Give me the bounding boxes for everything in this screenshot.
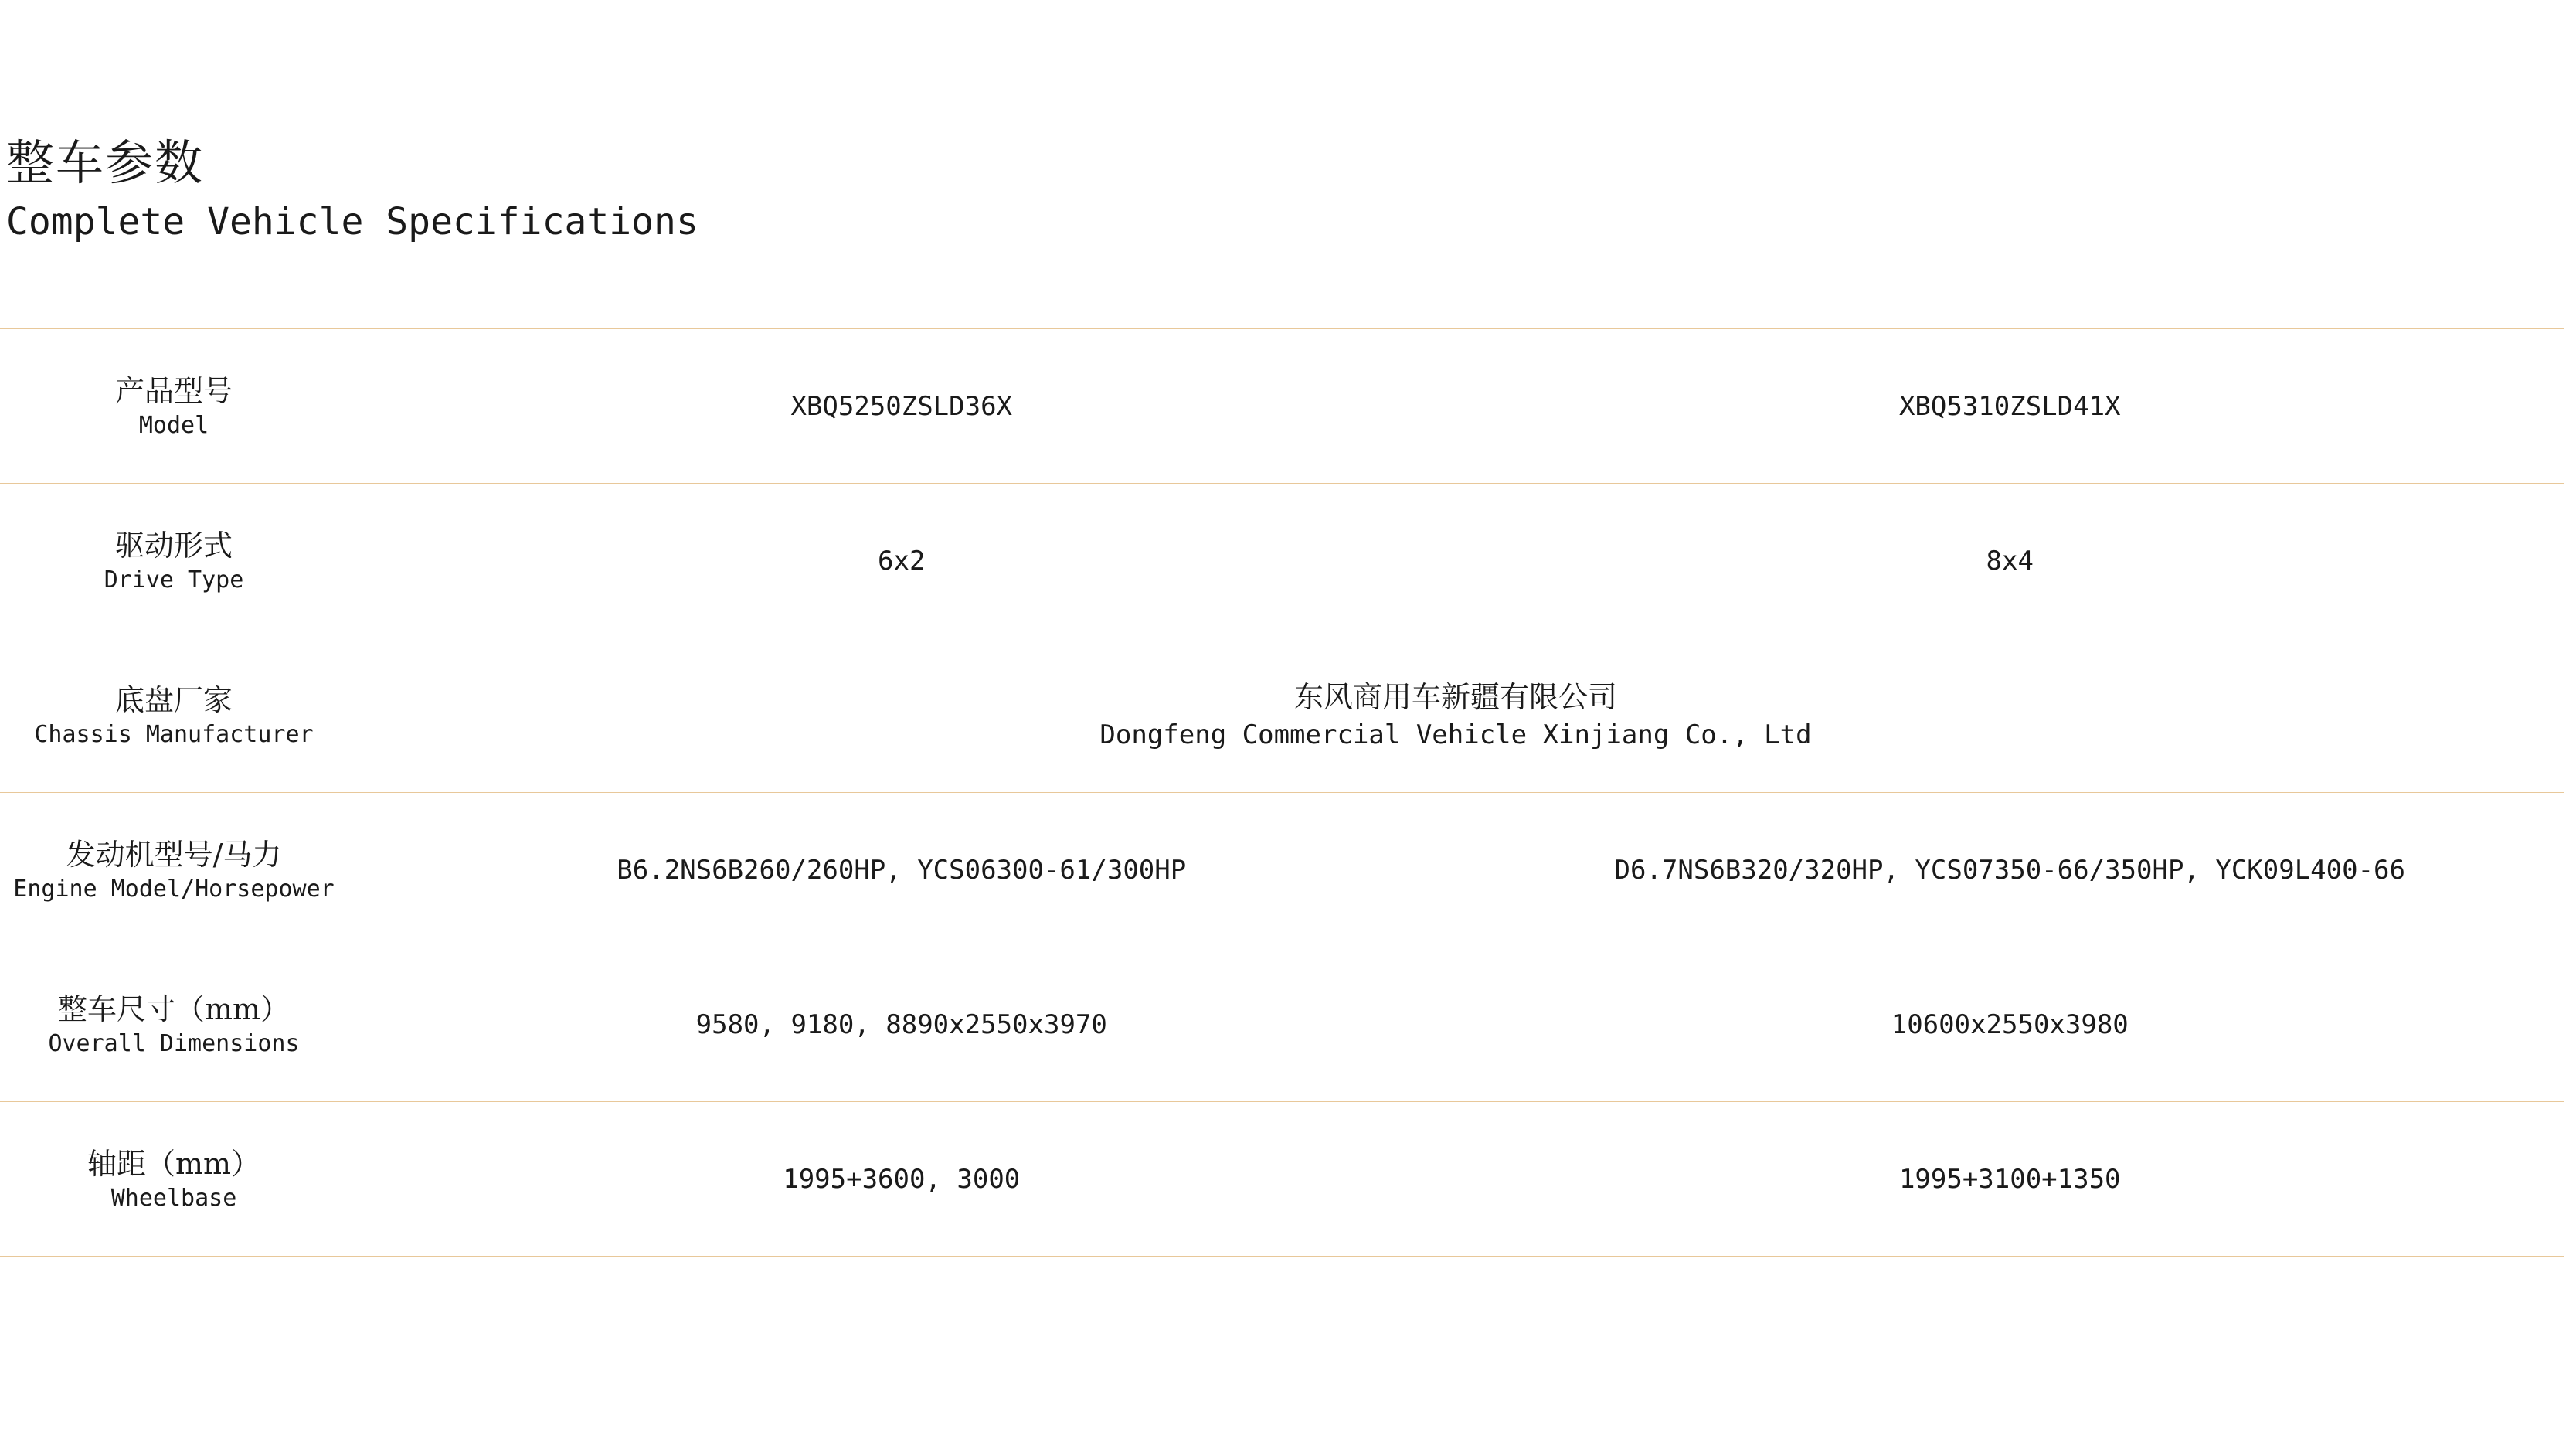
value-text: 8x4	[1986, 545, 2034, 577]
row-label-cn: 轴距（mm）	[87, 1146, 261, 1181]
row-label-cn: 整车尺寸（mm）	[57, 992, 291, 1026]
table-row	[0, 329, 2564, 484]
table-row	[0, 638, 2564, 793]
value-text: XBQ5250ZSLD36X	[790, 390, 1013, 422]
row-label-cn: 驱动形式	[114, 528, 233, 563]
row-value-b	[1456, 947, 2564, 1102]
row-label-model	[0, 329, 348, 484]
row-label-en: Chassis Manufacturer	[34, 720, 314, 748]
row-value-a	[348, 1102, 1456, 1257]
row-label-en: Model	[138, 411, 209, 439]
row-value-b	[1456, 1102, 2564, 1257]
value-text: B6.2NS6B260/260HP, YCS06300-61/300HP	[617, 854, 1187, 886]
row-value-b	[1456, 793, 2564, 947]
row-label-chassis-manufacturer	[0, 638, 348, 793]
page-title-block	[6, 135, 698, 245]
row-value-merged	[348, 638, 2564, 793]
row-label-en: Wheelbase	[110, 1184, 237, 1212]
value-text-cn: 东风商用车新疆有限公司	[1293, 679, 1617, 714]
value-text: 10600x2550x3980	[1891, 1009, 2129, 1040]
row-label-en: Engine Model/Horsepower	[13, 875, 335, 903]
row-label-cn: 发动机型号/马力	[66, 837, 282, 872]
value-text: 1995+3600, 3000	[783, 1163, 1021, 1195]
row-value-a	[348, 947, 1456, 1102]
value-text: 6x2	[878, 545, 926, 577]
row-value-b	[1456, 484, 2564, 638]
row-label-en: Drive Type	[104, 566, 244, 594]
value-text: 9580, 9180, 8890x2550x3970	[695, 1009, 1107, 1040]
row-label-overall-dimensions	[0, 947, 348, 1102]
page-title-cn: 整车参数	[6, 134, 205, 191]
specifications-table	[0, 328, 2564, 1257]
row-value-b	[1456, 329, 2564, 484]
value-text: 1995+3100+1350	[1898, 1163, 2121, 1195]
table-row	[0, 484, 2564, 638]
row-label-drive-type	[0, 484, 348, 638]
value-text-en: Dongfeng Commercial Vehicle Xinjiang Co., Ltd	[1099, 719, 1812, 750]
value-text: D6.7NS6B320/320HP, YCS07350-66/350HP, YCK09L400-66	[1614, 854, 2405, 886]
row-label-en: Overall Dimensions	[48, 1029, 300, 1057]
row-label-cn: 产品型号	[114, 373, 233, 408]
row-value-a	[348, 329, 1456, 484]
value-text: XBQ5310ZSLD41X	[1898, 390, 2121, 422]
row-value-a	[348, 793, 1456, 947]
page-title-en: Complete Vehicle Specifications	[6, 200, 698, 243]
row-label-engine-model	[0, 793, 348, 947]
row-value-a	[348, 484, 1456, 638]
row-label-wheelbase	[0, 1102, 348, 1257]
table-row	[0, 793, 2564, 947]
table-row	[0, 1102, 2564, 1257]
row-label-cn: 底盘厂家	[114, 682, 233, 717]
table-row	[0, 947, 2564, 1102]
